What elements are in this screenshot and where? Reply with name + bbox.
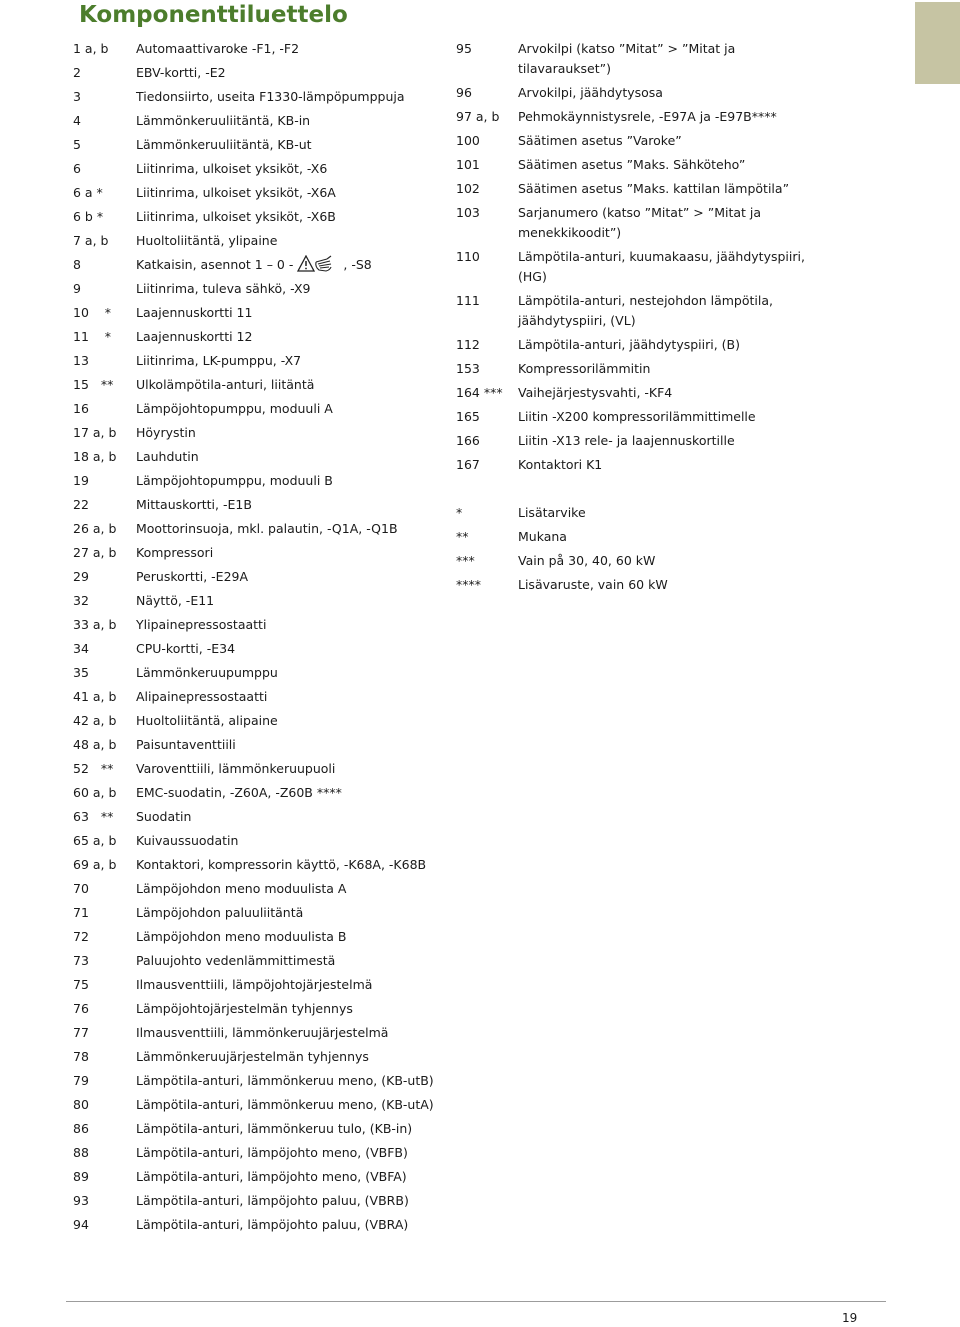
component-row [73, 1167, 443, 1191]
description-text: Lämpötila-anturi, lämmönkeruu meno, (KB-utB) [136, 1073, 434, 1088]
component-description: Sarjanumero (katso ”Mitat” > ”Mitat ja menekkikoodit”) [518, 205, 762, 240]
component-description [136, 999, 443, 1019]
component-number: 70 [73, 881, 89, 896]
legend-description: Vain på 30, 40, 60 kW [518, 553, 656, 568]
component-description [136, 1023, 443, 1043]
component-number: 110 [456, 249, 480, 264]
component-number: 89 [73, 1169, 89, 1184]
component-number: 75 [73, 977, 89, 992]
description-text: Moottorinsuoja, mkl. palautin, -Q1A, -Q1B [136, 521, 398, 536]
component-number: 29 [73, 569, 89, 584]
description-text: Liitinrima, ulkoiset yksiköt, -X6B [136, 209, 336, 224]
component-description [136, 591, 443, 611]
component-description: Liitin -X13 rele- ja laajennuskortille [518, 433, 735, 448]
legend-row [456, 527, 856, 551]
component-row [456, 431, 856, 455]
component-description [136, 711, 443, 731]
component-description [136, 615, 443, 635]
legend-row [456, 503, 856, 527]
component-number: 35 [73, 665, 89, 680]
component-description: Lämpötila-anturi, jäähdytyspiiri, (B) [518, 337, 740, 352]
component-row [73, 303, 443, 327]
component-description: Säätimen asetus ”Maks. Sähköteho” [518, 157, 746, 172]
legend-symbol: * [456, 505, 463, 520]
description-text: Suodatin [136, 809, 192, 824]
component-row [73, 951, 443, 975]
description-text: Lämpötila-anturi, lämpöjohto meno, (VBFA) [136, 1169, 407, 1184]
component-row [73, 351, 443, 375]
component-number: 16 [73, 401, 89, 416]
component-number: 72 [73, 929, 89, 944]
component-number: 4 [73, 113, 81, 128]
component-number: 100 [456, 133, 480, 148]
component-number: 6 a * [73, 185, 103, 200]
component-description [136, 663, 443, 683]
component-number: 19 [73, 473, 89, 488]
component-description [136, 735, 443, 755]
component-row [73, 63, 443, 87]
component-row [73, 663, 443, 687]
component-row [456, 131, 856, 155]
component-number: 26 a, b [73, 521, 117, 536]
description-text: Laajennuskortti 12 [136, 329, 253, 344]
component-description [136, 183, 443, 203]
component-description [136, 327, 443, 347]
component-row [73, 1215, 443, 1239]
component-row [73, 1191, 443, 1215]
component-row [456, 359, 856, 383]
description-text: Lämmönkeruuliitäntä, KB-in [136, 113, 311, 128]
component-description [136, 807, 443, 827]
description-text: Tiedonsiirto, useita F1330-lämpöpumppuja [136, 89, 405, 104]
component-description [136, 279, 443, 299]
component-description: Kontaktori K1 [518, 457, 603, 472]
description-text: Huoltoliitäntä, ylipaine [136, 233, 278, 248]
component-number: 42 a, b [73, 713, 117, 728]
component-description [136, 927, 443, 947]
component-row [73, 423, 443, 447]
component-number: 79 [73, 1073, 89, 1088]
description-text: EMC-suodatin, -Z60A, -Z60B **** [136, 785, 342, 800]
component-number: 1 a, b [73, 41, 109, 56]
warning-hand-icon [297, 255, 341, 273]
component-row [456, 107, 856, 131]
component-number: 32 [73, 593, 89, 608]
legend-symbol: **** [456, 577, 481, 592]
component-number: 41 a, b [73, 689, 117, 704]
description-text: Lämpöjohdon meno moduulista A [136, 881, 347, 896]
component-number: 88 [73, 1145, 89, 1160]
component-row [73, 327, 443, 351]
component-number: 6 b * [73, 209, 104, 224]
component-description [136, 135, 443, 155]
component-row [456, 83, 856, 107]
component-row [73, 111, 443, 135]
component-row [456, 155, 856, 179]
component-number: 93 [73, 1193, 89, 1208]
description-text: Lämpötila-anturi, lämpöjohto meno, (VBFB) [136, 1145, 408, 1160]
description-text: Lämpötila-anturi, lämmönkeruu meno, (KB-utA) [136, 1097, 434, 1112]
component-row [73, 495, 443, 519]
component-description [136, 687, 443, 707]
description-text: Lämmönkeruupumppu [136, 665, 278, 680]
component-row [73, 279, 443, 303]
component-row [456, 39, 856, 83]
component-number: 5 [73, 137, 81, 152]
component-row [73, 711, 443, 735]
component-row [73, 471, 443, 495]
component-row [456, 179, 856, 203]
component-description [136, 63, 443, 83]
legend-symbol: ** [456, 529, 469, 544]
component-row [73, 831, 443, 855]
description-text: Huoltoliitäntä, alipaine [136, 713, 278, 728]
description-suffix: , -S8 [343, 257, 372, 272]
component-row [73, 999, 443, 1023]
component-description [136, 495, 443, 515]
component-number: 7 a, b [73, 233, 109, 248]
component-description: Vaihejärjestysvahti, -KF4 [518, 385, 673, 400]
component-description [136, 759, 443, 779]
component-number: 6 [73, 161, 81, 176]
component-row [73, 1119, 443, 1143]
description-text: Lauhdutin [136, 449, 199, 464]
component-row [456, 383, 856, 407]
component-description [136, 303, 443, 323]
component-number: 153 [456, 361, 480, 376]
component-row [73, 1095, 443, 1119]
component-number: 101 [456, 157, 480, 172]
component-number: 86 [73, 1121, 89, 1136]
description-text: Lämpöjohdon paluuliitäntä [136, 905, 304, 920]
component-number: 34 [73, 641, 89, 656]
component-description [136, 975, 443, 995]
component-description [136, 543, 443, 563]
component-row [73, 87, 443, 111]
page-number: 19 [842, 1311, 858, 1325]
description-text: Höyrystin [136, 425, 196, 440]
component-description [136, 159, 443, 179]
description-text: Katkaisin, asennot 1 – 0 - [136, 257, 294, 272]
component-row [73, 927, 443, 951]
component-number: 8 [73, 257, 81, 272]
chapter-tab-marker [915, 2, 960, 84]
component-description: Säätimen asetus ”Varoke” [518, 133, 682, 148]
component-description: Arvokilpi, jäähdytysosa [518, 85, 663, 100]
description-text: Laajennuskortti 11 [136, 305, 253, 320]
legend-description: Lisätarvike [518, 505, 586, 520]
component-number: 166 [456, 433, 480, 448]
component-row [456, 455, 856, 479]
page-title: Komponenttiluettelo [79, 2, 348, 28]
component-row [456, 407, 856, 431]
component-description [136, 423, 443, 443]
component-number: 10 * [73, 305, 112, 320]
component-row [73, 543, 443, 567]
component-number: 96 [456, 85, 472, 100]
component-row [456, 247, 856, 291]
component-description [136, 639, 443, 659]
description-text: Mittauskortti, -E1B [136, 497, 252, 512]
description-text: Paisuntaventtiili [136, 737, 236, 752]
description-text: CPU-kortti, -E34 [136, 641, 236, 656]
component-row [73, 159, 443, 183]
component-number: 112 [456, 337, 480, 352]
component-description [136, 1071, 443, 1091]
legend-description: Lisävaruste, vain 60 kW [518, 577, 668, 592]
description-text: Lämpötila-anturi, lämpöjohto paluu, (VBRA) [136, 1217, 409, 1232]
component-number: 22 [73, 497, 89, 512]
component-row [73, 687, 443, 711]
component-number: 2 [73, 65, 81, 80]
component-description [136, 519, 443, 539]
component-row [73, 855, 443, 879]
component-description: Säätimen asetus ”Maks. kattilan lämpötila” [518, 181, 790, 196]
description-text: EBV-kortti, -E2 [136, 65, 226, 80]
component-row [73, 903, 443, 927]
component-number: 48 a, b [73, 737, 117, 752]
component-number: 95 [456, 41, 472, 56]
description-text: Kompressori [136, 545, 214, 560]
component-description [136, 831, 443, 851]
description-text: Liitinrima, tuleva sähkö, -X9 [136, 281, 311, 296]
component-number: 17 a, b [73, 425, 117, 440]
component-number: 11 * [73, 329, 112, 344]
description-text: Lämmönkeruujärjestelmän tyhjennys [136, 1049, 369, 1064]
footer-rule [66, 1301, 886, 1302]
component-row [73, 807, 443, 831]
description-text: Näyttö, -E11 [136, 593, 215, 608]
component-row [73, 615, 443, 639]
component-description [136, 399, 443, 419]
description-text: Ilmausventtiili, lämpöjohtojärjestelmä [136, 977, 373, 992]
component-description [136, 1167, 443, 1187]
component-description [136, 111, 443, 131]
component-description [136, 783, 443, 803]
component-description [136, 351, 443, 371]
description-text: Kontaktori, kompressorin käyttö, -K68A, -K68B [136, 857, 427, 872]
description-text: Liitinrima, ulkoiset yksiköt, -X6A [136, 185, 336, 200]
component-description: Lämpötila-anturi, nestejohdon lämpötila, jäähdytyspiiri, (VL) [518, 293, 773, 328]
component-number: 167 [456, 457, 480, 472]
component-number: 165 [456, 409, 480, 424]
component-description [136, 1143, 443, 1163]
component-description [136, 231, 443, 251]
component-row [73, 1071, 443, 1095]
description-text: Paluujohto vedenlämmittimestä [136, 953, 336, 968]
description-text: Lämpöjohtojärjestelmän tyhjennys [136, 1001, 353, 1016]
component-row [73, 231, 443, 255]
component-description: Liitin -X200 kompressorilämmittimelle [518, 409, 756, 424]
legend-row [456, 551, 856, 575]
description-text: Ylipainepressostaatti [136, 617, 267, 632]
component-number: 33 a, b [73, 617, 117, 632]
component-description [136, 375, 443, 395]
component-description [136, 471, 443, 491]
component-description: Arvokilpi (katso ”Mitat” > ”Mitat ja tilavaraukset”) [518, 41, 736, 76]
component-row [73, 1143, 443, 1167]
component-number: 102 [456, 181, 480, 196]
component-row [73, 1047, 443, 1071]
component-number: 15 ** [73, 377, 114, 392]
component-number: 76 [73, 1001, 89, 1016]
component-description [136, 1095, 443, 1115]
component-description [136, 1215, 443, 1235]
component-row [73, 735, 443, 759]
description-text: Lämpötila-anturi, lämpöjohto paluu, (VBRB) [136, 1193, 409, 1208]
description-text: Lämpötila-anturi, lämmönkeruu tulo, (KB-in) [136, 1121, 413, 1136]
component-number: 63 ** [73, 809, 114, 824]
component-list-right [456, 39, 856, 599]
component-row [73, 255, 443, 279]
component-description [136, 879, 443, 899]
component-number: 3 [73, 89, 81, 104]
component-row [73, 399, 443, 423]
component-number: 103 [456, 205, 480, 220]
legend-spacer [456, 479, 856, 503]
description-text: Ulkolämpötila-anturi, liitäntä [136, 377, 315, 392]
component-row [73, 639, 443, 663]
component-description [136, 87, 443, 107]
component-number: 52 ** [73, 761, 114, 776]
description-text: Automaattivaroke -F1, -F2 [136, 41, 300, 56]
component-number: 73 [73, 953, 89, 968]
component-row [73, 39, 443, 63]
description-text: Lämmönkeruuliitäntä, KB-ut [136, 137, 312, 152]
description-text: Varoventtiili, lämmönkeruupuoli [136, 761, 336, 776]
description-text: Lämpöjohtopumppu, moduuli B [136, 473, 333, 488]
description-text: Lämpöjohtopumppu, moduuli A [136, 401, 333, 416]
description-text: Peruskortti, -E29A [136, 569, 249, 584]
component-number: 94 [73, 1217, 89, 1232]
component-row [73, 375, 443, 399]
component-row [73, 975, 443, 999]
component-number: 65 a, b [73, 833, 117, 848]
component-description [136, 903, 443, 923]
description-text: Liitinrima, LK-pumppu, -X7 [136, 353, 302, 368]
component-row [73, 567, 443, 591]
component-description [136, 447, 443, 467]
component-description: Pehmokäynnistysrele, -E97A ja -E97B**** [518, 109, 777, 124]
component-number: 80 [73, 1097, 89, 1112]
component-number: 71 [73, 905, 89, 920]
component-row [456, 203, 856, 247]
component-list-left [73, 39, 443, 1239]
component-row [73, 447, 443, 471]
component-number: 27 a, b [73, 545, 117, 560]
component-number: 78 [73, 1049, 89, 1064]
description-text: Ilmausventtiili, lämmönkeruujärjestelmä [136, 1025, 389, 1040]
component-number: 18 a, b [73, 449, 117, 464]
component-number: 60 a, b [73, 785, 117, 800]
component-number: 9 [73, 281, 81, 296]
component-row [73, 135, 443, 159]
description-text: Liitinrima, ulkoiset yksiköt, -X6 [136, 161, 328, 176]
component-row [73, 591, 443, 615]
component-number: 77 [73, 1025, 89, 1040]
description-text: Alipainepressostaatti [136, 689, 268, 704]
component-description [136, 207, 443, 227]
component-description [136, 1047, 443, 1067]
component-description [136, 567, 443, 587]
component-description [136, 1119, 443, 1139]
component-row [456, 291, 856, 335]
component-number: 97 a, b [456, 109, 500, 124]
component-row [73, 207, 443, 231]
component-number: 69 a, b [73, 857, 117, 872]
component-description [136, 855, 443, 875]
component-description [136, 255, 443, 275]
component-row [73, 519, 443, 543]
component-row [73, 1023, 443, 1047]
component-number: 164 *** [456, 385, 503, 400]
description-text: Lämpöjohdon meno moduulista B [136, 929, 347, 944]
component-row [73, 183, 443, 207]
component-row [73, 783, 443, 807]
component-description [136, 1191, 443, 1211]
component-description: Kompressorilämmitin [518, 361, 651, 376]
component-number: 111 [456, 293, 480, 308]
component-description [136, 951, 443, 971]
component-description: Lämpötila-anturi, kuumakaasu, jäähdytyspiiri, (HG) [518, 249, 805, 284]
component-description [136, 39, 443, 59]
component-row [456, 335, 856, 359]
description-text: Kuivaussuodatin [136, 833, 239, 848]
legend-row [456, 575, 856, 599]
legend-symbol: *** [456, 553, 475, 568]
component-row [73, 879, 443, 903]
component-row [73, 759, 443, 783]
component-number: 13 [73, 353, 89, 368]
legend-description: Mukana [518, 529, 567, 544]
